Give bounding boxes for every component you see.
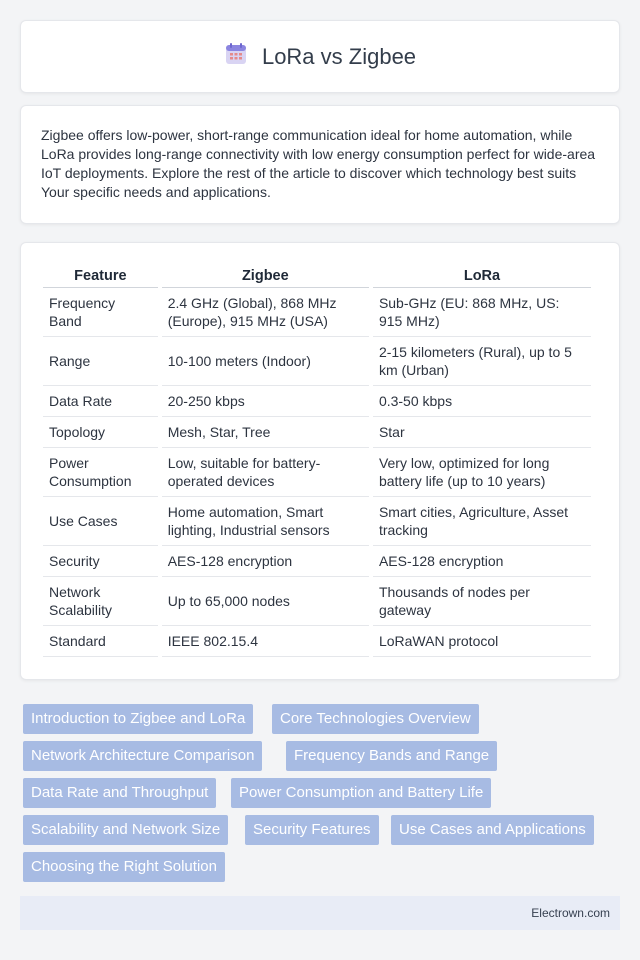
table-row (43, 417, 591, 448)
comparison-table (39, 261, 595, 657)
topic-link-use-cases[interactable]: Use Cases and Applications (391, 815, 594, 845)
topic-link-network-architecture[interactable]: Network Architecture Comparison (23, 741, 262, 771)
table-cell: Standard (43, 626, 158, 657)
topic-link-data-rate[interactable]: Data Rate and Throughput (23, 778, 216, 808)
table-header-row (43, 261, 591, 288)
comparison-table-card (20, 242, 620, 680)
calendar-icon (224, 42, 248, 71)
table-cell: LoRaWAN protocol (373, 626, 591, 657)
table-cell: Power Consumption (43, 448, 158, 497)
table-row (43, 288, 591, 337)
footer-site-link[interactable]: Electrown.com (531, 906, 610, 920)
intro-text: Zigbee offers low-power, short-range communication ideal for home automation, while LoRa provides long-range connectivity with low energy consumption perfect for wide-area IoT deployments. Explore the rest of the article to discover which technology best suits Your specific needs and applications. (41, 127, 596, 200)
table-cell: IEEE 802.15.4 (162, 626, 369, 657)
topic-link-scalability[interactable]: Scalability and Network Size (23, 815, 228, 845)
topic-link-choosing-solution[interactable]: Choosing the Right Solution (23, 852, 225, 882)
table-cell: 2-15 kilometers (Rural), up to 5 km (Urban) (373, 337, 591, 386)
table-cell: Smart cities, Agriculture, Asset tracking (373, 497, 591, 546)
table-cell: Low, suitable for battery-operated devices (162, 448, 369, 497)
intro-card (20, 105, 620, 224)
table-row (43, 386, 591, 417)
table-cell: Range (43, 337, 158, 386)
table-cell: 20-250 kbps (162, 386, 369, 417)
table-cell: Use Cases (43, 497, 158, 546)
table-cell: 2.4 GHz (Global), 868 MHz (Europe), 915 MHz (USA) (162, 288, 369, 337)
table-cell: 0.3-50 kbps (373, 386, 591, 417)
table-cell: Very low, optimized for long battery life (up to 10 years) (373, 448, 591, 497)
topic-link-power-consumption[interactable]: Power Consumption and Battery Life (231, 778, 491, 808)
table-row (43, 448, 591, 497)
table-cell: Mesh, Star, Tree (162, 417, 369, 448)
table-cell: AES-128 encryption (373, 546, 591, 577)
topic-link-frequency-bands[interactable]: Frequency Bands and Range (286, 741, 497, 771)
table-cell: Sub-GHz (EU: 868 MHz, US: 915 MHz) (373, 288, 591, 337)
table-cell: Frequency Band (43, 288, 158, 337)
table-cell: Star (373, 417, 591, 448)
page-title: LoRa vs Zigbee (261, 43, 417, 69)
table-cell: Thousands of nodes per gateway (373, 577, 591, 626)
header-lora: LoRa (373, 261, 591, 288)
table-cell: Home automation, Smart lighting, Industrial sensors (162, 497, 369, 546)
table-cell: 10-100 meters (Indoor) (162, 337, 369, 386)
header-card (20, 20, 620, 93)
table-cell: Up to 65,000 nodes (162, 577, 369, 626)
table-row (43, 577, 591, 626)
table-row (43, 546, 591, 577)
header-feature: Feature (43, 261, 158, 288)
table-cell: Network Scalability (43, 577, 158, 626)
table-cell: Security (43, 546, 158, 577)
table-row (43, 337, 591, 386)
table-cell: Data Rate (43, 386, 158, 417)
table-cell: Topology (43, 417, 158, 448)
table-row (43, 497, 591, 546)
topic-link-security[interactable]: Security Features (245, 815, 379, 845)
table-cell: AES-128 encryption (162, 546, 369, 577)
header-zigbee: Zigbee (162, 261, 369, 288)
topic-link-introduction[interactable]: Introduction to Zigbee and LoRa (23, 704, 253, 734)
table-row (43, 626, 591, 657)
topic-link-core-technologies[interactable]: Core Technologies Overview (272, 704, 479, 734)
footer (20, 896, 620, 930)
